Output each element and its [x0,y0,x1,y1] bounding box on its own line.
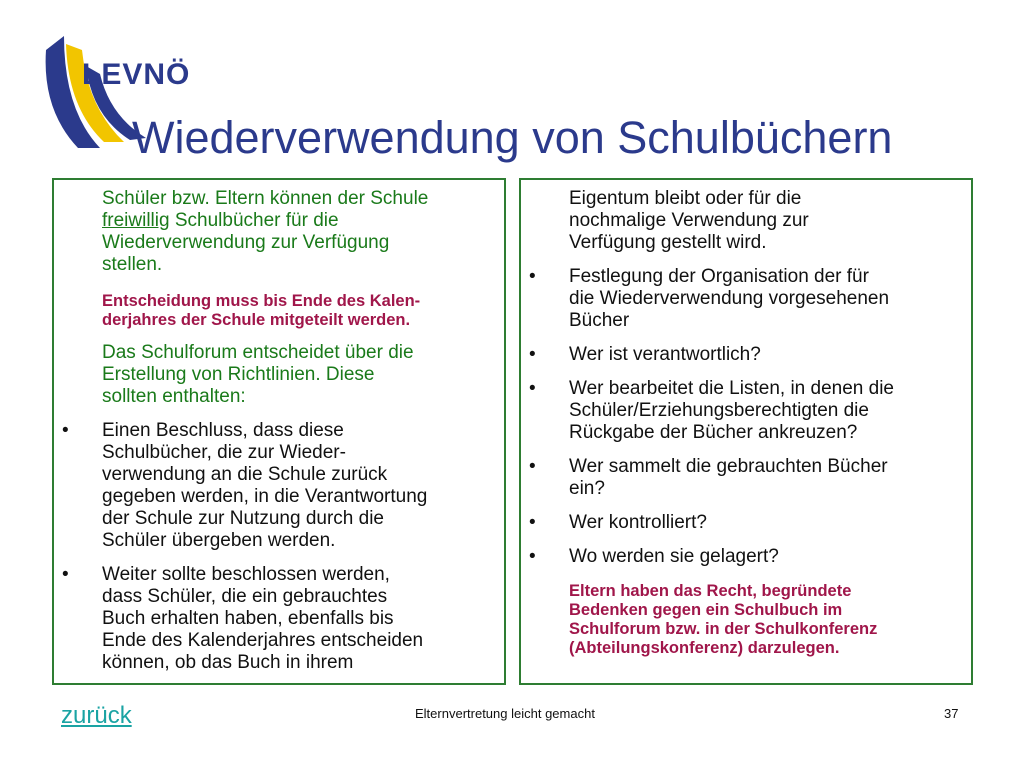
note-line: Bedenken gegen ein Schulbuch im [569,601,843,619]
bullet-symbol: • [529,266,536,287]
right-content-box [519,178,973,685]
bullet-line: gegeben werden, in die Verantwortung [102,486,428,507]
bullet-line: Wo werden sie gelagert? [569,546,779,567]
bullet-line: Schüler übergeben werden. [102,530,336,551]
footer-title: Elternvertretung leicht gemacht [415,706,595,721]
right-intro-line: Verfügung gestellt wird. [569,232,767,253]
deadline-note [102,292,420,330]
note-line: Eltern haben das Recht, begründete [569,582,852,600]
left-intro-paragraph [102,188,428,276]
right-intro-line: Eigentum bleibt oder für die [569,188,802,209]
right-bullet-gelagert [569,546,779,568]
left-bullet-1 [102,420,427,552]
bullet-line: Weiter sollte beschlossen werden, [102,564,390,585]
freiwillig-underlined: freiwillig [102,210,170,231]
left-bullet-2 [102,564,423,674]
bullet-line: Schüler/Erziehungsberechtigten die [569,400,869,421]
right-bullet-sammelt [569,456,888,500]
page-number: 37 [944,706,959,721]
left-intro-line: Schüler bzw. Eltern können der Schule [102,188,429,209]
bullet-line: Wer sammelt die gebrauchten Bücher [569,456,888,477]
bullet-symbol: • [62,420,69,441]
deadline-note-line: Entscheidung muss bis Ende des Kalen- [102,292,421,310]
bullet-line: Wer kontrolliert? [569,512,707,533]
bullet-line: Festlegung der Organisation der für [569,266,869,287]
back-link[interactable]: zurück [61,702,132,729]
left-intro-line [102,210,428,232]
bullet-symbol: • [529,378,536,399]
schulforum-line: Das Schulforum entscheidet über die [102,342,414,363]
bullet-line: Wer bearbeitet die Listen, in denen die [569,378,894,399]
right-bullet-organisation [569,266,889,332]
bullet-symbol: • [529,546,536,567]
logo-text: LEVNÖ [82,58,191,91]
parents-rights-note [569,582,877,658]
bullet-line: Rückgabe der Bücher ankreuzen? [569,422,858,443]
left-intro-line: Wiederverwendung zur Verfügung [102,232,390,253]
note-line: (Abteilungskonferenz) darzulegen. [569,639,840,657]
deadline-note-line: derjahres der Schule mitgeteilt werden. [102,311,411,329]
bullet-line: können, ob das Buch in ihrem [102,652,354,673]
schulforum-paragraph [102,342,414,408]
bullet-line: Wer ist verantwortlich? [569,344,761,365]
schulforum-line: sollten enthalten: [102,386,246,407]
bullet-line: Bücher [569,310,630,331]
bullet-line: Schulbücher, die zur Wieder- [102,442,346,463]
bullet-line: Buch erhalten haben, ebenfalls bis [102,608,394,629]
bullet-symbol: • [529,344,536,365]
page-title: Wiederverwendung von Schulbüchern [132,112,893,163]
right-intro-line: nochmalige Verwendung zur [569,210,809,231]
bullet-line: der Schule zur Nutzung durch die [102,508,384,529]
bullet-line: dass Schüler, die ein gebrauchtes [102,586,388,607]
bullet-symbol: • [529,456,536,477]
left-intro-line: stellen. [102,254,163,275]
schulforum-line: Erstellung von Richtlinien. Diese [102,364,375,385]
right-bullet-kontrolliert [569,512,707,534]
bullet-line: Ende des Kalenderjahres entscheiden [102,630,424,651]
right-intro-paragraph [569,188,809,254]
bullet-line: verwendung an die Schule zurück [102,464,388,485]
bullet-line: die Wiederverwendung vorgesehenen [569,288,890,309]
left-content-box [52,178,506,685]
bullet-symbol: • [529,512,536,533]
right-bullet-verantwortlich [569,344,761,366]
bullet-line: ein? [569,478,605,499]
bullet-line: Einen Beschluss, dass diese [102,420,344,441]
note-line: Schulforum bzw. in der Schulkonferenz [569,620,878,638]
right-bullet-listen [569,378,894,444]
bullet-symbol: • [62,564,69,585]
left-intro-line-rest: Schulbücher für die [169,210,339,231]
